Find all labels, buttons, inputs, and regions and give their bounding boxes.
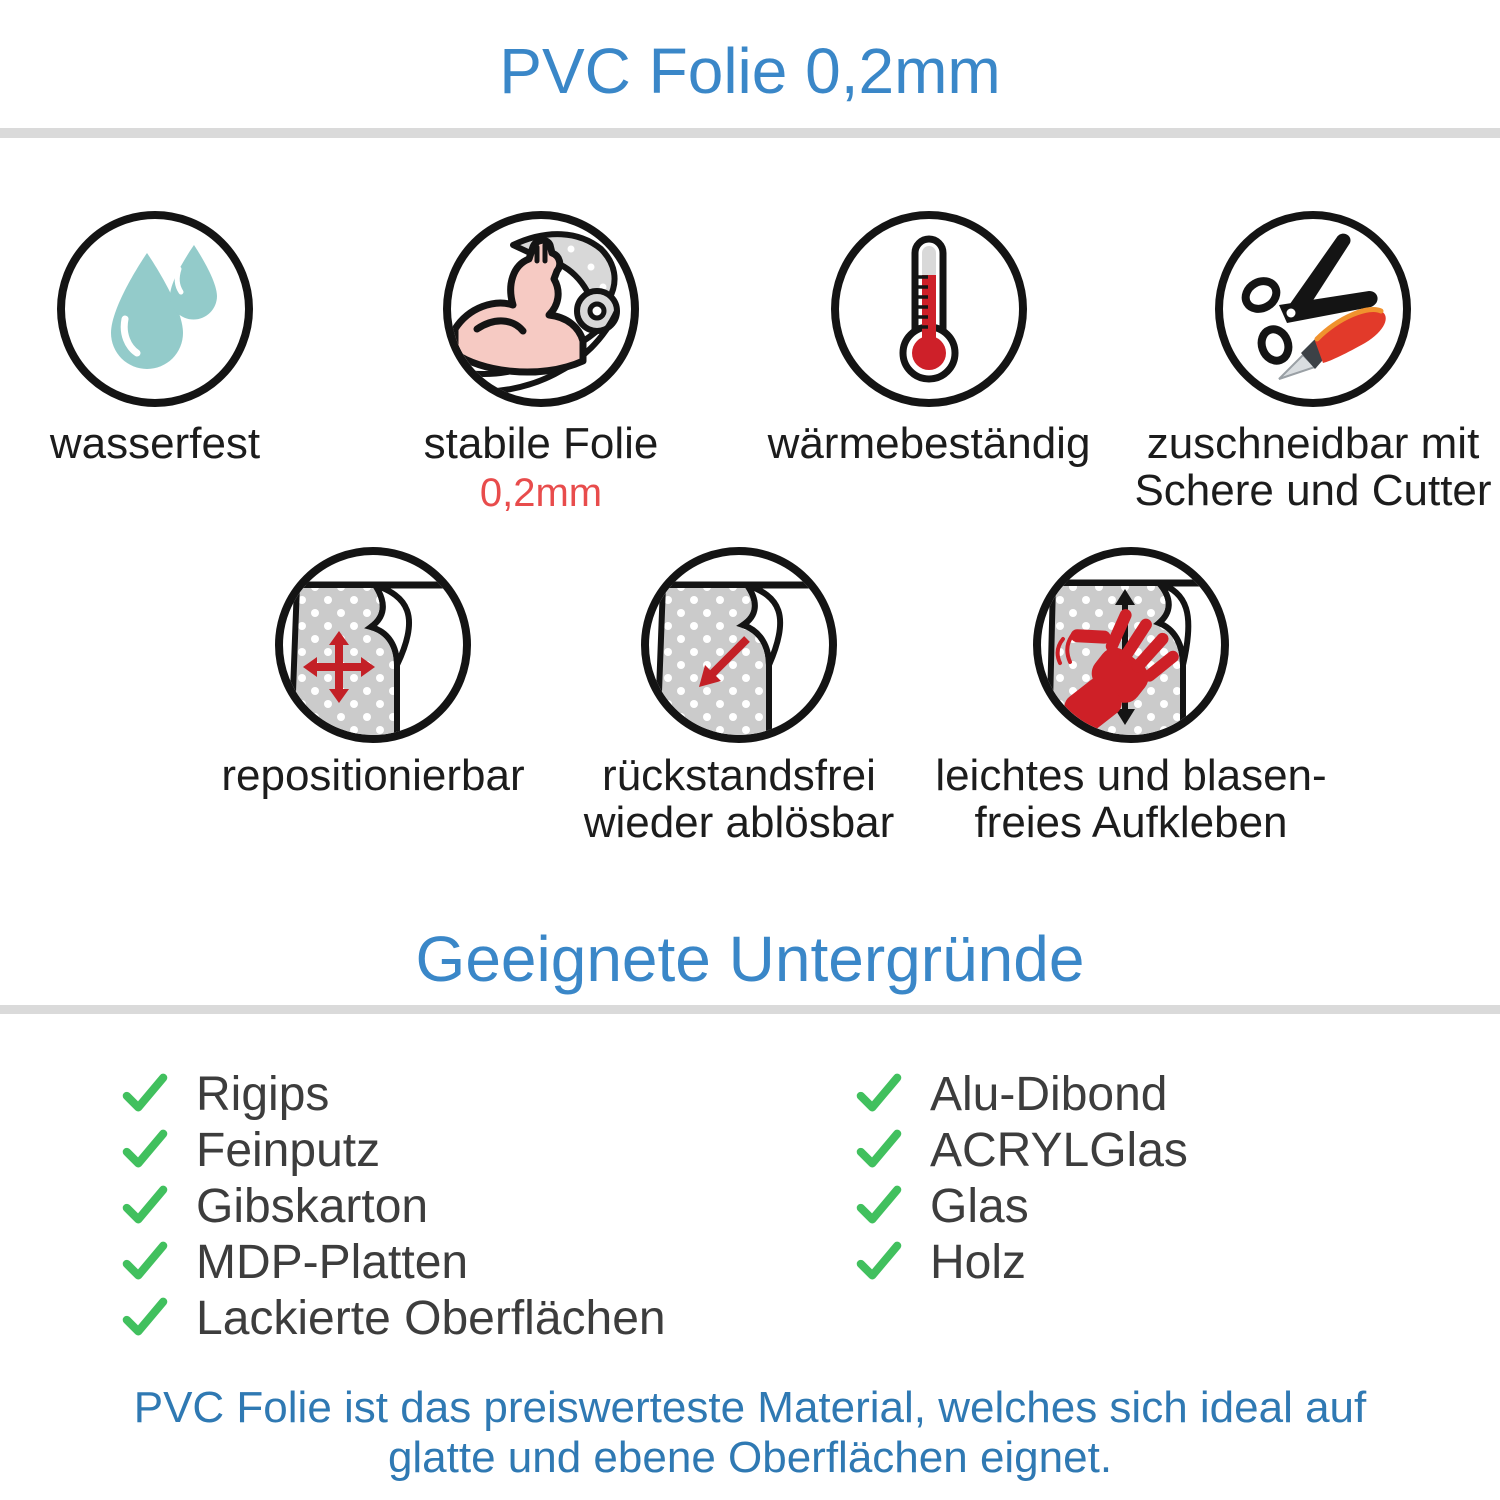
check-icon [122, 1295, 168, 1341]
muscle-foil-icon [443, 211, 639, 407]
check-icon [122, 1239, 168, 1285]
footer-line: glatte und ebene Oberflächen eignet. [387, 1433, 1113, 1482]
list-item [856, 1234, 1188, 1290]
water-drops-icon [57, 211, 253, 407]
check-icon [856, 1127, 902, 1173]
substrate-label: Holz [930, 1235, 1027, 1289]
list-item [856, 1178, 1188, 1234]
feature-cuttable [1103, 211, 1500, 514]
feature-label: wasserfest [49, 419, 261, 468]
substrate-label: Feinputz [196, 1123, 381, 1177]
divider [0, 128, 1500, 138]
substrate-label: ACRYLGlas [930, 1123, 1188, 1177]
check-icon [856, 1071, 902, 1117]
page-title: PVC Folie 0,2mm [499, 35, 1001, 107]
feature-label: repositionierbar [221, 751, 525, 800]
thermometer-icon [831, 211, 1027, 407]
substrate-label: Lackierte Oberflächen [196, 1291, 666, 1345]
section-title-substrates: Geeignete Untergründe [415, 923, 1085, 995]
substrate-label: Glas [930, 1179, 1029, 1233]
check-icon [856, 1239, 902, 1285]
feature-stable-foil [331, 211, 751, 516]
check-icon [122, 1071, 168, 1117]
feature-label: zuschneidbar mit Schere und Cutter [1134, 419, 1492, 515]
check-icon [856, 1183, 902, 1229]
list-item [856, 1066, 1188, 1122]
feature-label: wärmebeständig [767, 419, 1091, 468]
footer-line: PVC Folie ist das preiswerteste Material, welches sich ideal auf [133, 1383, 1367, 1432]
feature-label: stabile Folie [423, 419, 659, 468]
peel-off-foil-icon [641, 547, 837, 743]
substrate-label: Rigips [196, 1067, 330, 1121]
list-item [122, 1066, 666, 1122]
check-icon [122, 1127, 168, 1173]
feature-label: rückstandsfrei wieder ablösbar [583, 751, 895, 847]
divider [0, 1005, 1500, 1014]
scissors-cutter-icon [1215, 211, 1411, 407]
list-item [122, 1122, 666, 1178]
list-item [122, 1290, 666, 1346]
feature-sublabel: 0,2mm [479, 471, 603, 515]
substrate-label: Alu-Dibond [930, 1067, 1168, 1121]
feature-removable [529, 547, 949, 846]
feature-repositionable [163, 547, 583, 799]
feature-waterproof [0, 211, 365, 467]
list-item [122, 1234, 666, 1290]
list-item [856, 1122, 1188, 1178]
substrate-label: MDP-Platten [196, 1235, 469, 1289]
list-item [122, 1178, 666, 1234]
smooth-apply-foil-icon [1033, 547, 1229, 743]
check-icon [122, 1183, 168, 1229]
footer-note [0, 1383, 1500, 1483]
feature-label: leichtes und blasen- freies Aufkleben [935, 751, 1327, 847]
feature-heat-resistant [719, 211, 1139, 467]
reposition-foil-icon [275, 547, 471, 743]
substrates-column-left [122, 1066, 666, 1346]
substrate-label: Gibskarton [196, 1179, 429, 1233]
feature-bubble-free [921, 547, 1341, 846]
substrates-column-right [856, 1066, 1188, 1290]
